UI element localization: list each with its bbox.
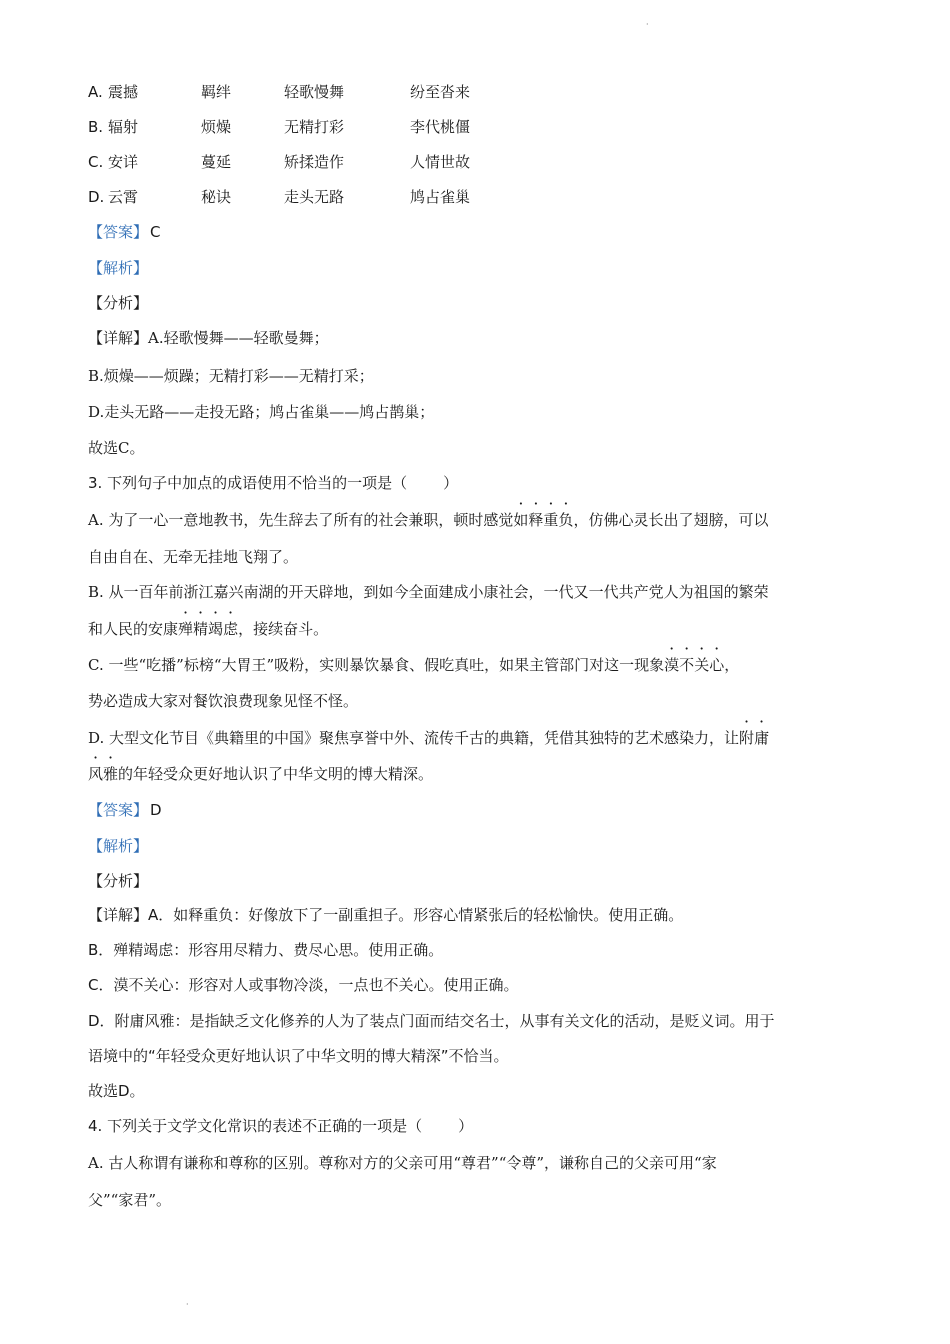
option-word-3: 轻歌慢舞 — [284, 83, 345, 101]
q4-option-a-line1: A. 古人称谓有谦称和尊称的区别。尊称对方的父亲可用“尊君”“令尊”，谦称自己的父亲可用“家 — [88, 1154, 717, 1172]
q3-answer — [88, 800, 162, 820]
stem-end: ） — [458, 1117, 474, 1135]
option-word-3: 无精打彩 — [284, 118, 345, 136]
analysis-label: 【解析】 — [88, 259, 149, 277]
option-word-1: 辐射 — [108, 118, 139, 136]
option-text: A. 为了一心一意地教书，先生辞去了所有的社会兼职，顿时感觉 — [88, 511, 514, 529]
emphasis-char: 竭 — [208, 620, 224, 638]
dotted-idiom — [513, 511, 573, 529]
q2-answer — [88, 222, 161, 242]
option-word-2: 秘诀 — [201, 188, 232, 206]
q2-fenxi-label: 【分析】 — [88, 294, 149, 312]
analysis-label: 【解析】 — [88, 837, 149, 855]
question-text: 下列句子中加点的成语使用不恰当的一项是（ — [107, 474, 408, 492]
q4-stem — [88, 1116, 473, 1136]
q3-option-b-line1: B. 从一百年前浙江嘉兴南湖的开天辟地，到如今全面建成小康社会，一代又一代共产党人为祖国的繁荣 — [88, 583, 769, 601]
option-word-3: 矫揉造作 — [284, 153, 345, 171]
question-number: 4. — [88, 1117, 103, 1135]
option-word-4: 鸠占雀巢 — [410, 188, 471, 206]
option-text: ， — [724, 656, 740, 674]
q3-fenxi-label: 【分析】 — [88, 872, 149, 890]
option-word-1: 震撼 — [108, 83, 139, 101]
emphasis-char: 负 — [558, 511, 574, 529]
emphasis-char: 漠 — [664, 656, 680, 674]
option-text: ，接续奋斗。 — [238, 620, 329, 638]
q3-detail-b: B．殚精竭虑：形容用尽精力、费尽心思。使用正确。 — [88, 941, 444, 959]
dotted-idiom — [739, 729, 769, 747]
emphasis-char: 重 — [543, 511, 559, 529]
option-text: 和人民的安康 — [88, 620, 179, 638]
option-word-2: 烦燥 — [201, 118, 232, 136]
emphasis-char: 释 — [528, 511, 544, 529]
option-word-4: 纷至沓来 — [410, 83, 471, 101]
q3-analysis-label — [88, 836, 148, 856]
emphasis-char: 附 — [739, 729, 755, 747]
q2-detail-a — [88, 328, 329, 348]
q3-detail-d-line2: 语境中的“年轻受众更好地认识了中华文明的博大精深”不恰当。 — [88, 1047, 509, 1065]
dotted-idiom — [664, 656, 724, 674]
option-word-4: 人情世故 — [410, 153, 471, 171]
emphasis-char: 风 — [88, 765, 104, 783]
q3-option-a-line1 — [88, 510, 768, 530]
detail-label: 【详解】 — [88, 906, 149, 924]
emphasis-char: 心 — [709, 656, 725, 674]
scan-dot: · — [186, 1300, 189, 1309]
question-number: 3. — [88, 474, 103, 492]
detail-text: A.轻歌慢舞——轻歌曼舞； — [148, 329, 329, 347]
answer-value: D — [150, 801, 162, 819]
option-word-2: 蔓延 — [201, 153, 232, 171]
emphasis-char: 如 — [513, 511, 529, 529]
question-text: 下列关于文学文化常识的表述不正确的一项是（ — [107, 1117, 423, 1135]
emphasis-char: 不 — [679, 656, 695, 674]
option-word-1: 云霄 — [108, 188, 139, 206]
option-text: D. 大型文化节目《典籍里的中国》聚焦享誉中外、流传千古的典籍，凭借其独特的艺术感染力，让 — [88, 729, 740, 747]
q3-detail-c: C．漠不关心：形容对人或事物冷淡，一点也不关心。使用正确。 — [88, 976, 519, 994]
option-word-1: 安详 — [108, 153, 139, 171]
q3-option-d-line1 — [88, 728, 769, 748]
option-letter: C. — [88, 153, 104, 171]
q3-option-c-line2: 势必造成大家对餐饮浪费现象见怪不怪。 — [88, 692, 359, 710]
q3-option-a-line2: 自由自在、无牵无挂地飞翔了。 — [88, 548, 299, 566]
option-text: C. 一些“吃播”标榜“大胃王”吸粉，实则暴饮暴食、假吃真吐，如果主管部门对这一现象 — [88, 656, 665, 674]
emphasis-char: 虑 — [223, 620, 239, 638]
option-word-2: 羁绊 — [201, 83, 232, 101]
option-word-3: 走头无路 — [284, 188, 345, 206]
q2-conclusion: 故选C。 — [88, 439, 145, 457]
q3-option-b-line2 — [88, 619, 328, 639]
detail-text: A．如释重负：好像放下了一副重担子。形容心情紧张后的轻松愉快。使用正确。 — [148, 906, 684, 924]
scan-dot: · — [646, 20, 649, 29]
q3-detail-a — [88, 905, 683, 925]
emphasis-char: 精 — [193, 620, 209, 638]
q3-option-c-line1 — [88, 655, 739, 675]
dotted-idiom — [178, 620, 238, 638]
q3-stem — [88, 473, 458, 493]
stem-end: ） — [443, 474, 459, 492]
detail-label: 【详解】 — [88, 329, 149, 347]
q2-detail-d: D.走头无路——走投无路；鸠占雀巢——鸠占鹊巢； — [88, 403, 435, 421]
answer-value: C — [150, 223, 161, 241]
q3-option-d-line2 — [88, 764, 433, 784]
option-text: ，仿佛心灵长出了翅膀，可以 — [573, 511, 769, 529]
q3-conclusion: 故选D。 — [88, 1082, 145, 1100]
emphasis-char: 殚 — [178, 620, 194, 638]
emphasis-char: 关 — [694, 656, 710, 674]
emphasis-char: 庸 — [754, 729, 770, 747]
option-letter: B. — [88, 118, 104, 136]
option-letter: D. — [88, 188, 105, 206]
q4-option-a-line2: 父”“家君”。 — [88, 1191, 172, 1209]
option-word-4: 李代桃僵 — [410, 118, 471, 136]
q2-detail-b: B.烦燥——烦躁；无精打彩——无精打采； — [88, 367, 374, 385]
q3-detail-d-line1: D．附庸风雅：是指缺乏文化修养的人为了装点门面而结交名士，从事有关文化的活动，是贬义词。用于 — [88, 1012, 775, 1030]
option-letter: A. — [88, 83, 103, 101]
answer-label: 【答案】 — [88, 801, 149, 819]
dotted-idiom — [88, 765, 118, 783]
answer-label: 【答案】 — [88, 223, 149, 241]
option-text: 的年轻受众更好地认识了中华文明的博大精深。 — [118, 765, 434, 783]
emphasis-char: 雅 — [103, 765, 119, 783]
q2-analysis-label — [88, 258, 148, 278]
